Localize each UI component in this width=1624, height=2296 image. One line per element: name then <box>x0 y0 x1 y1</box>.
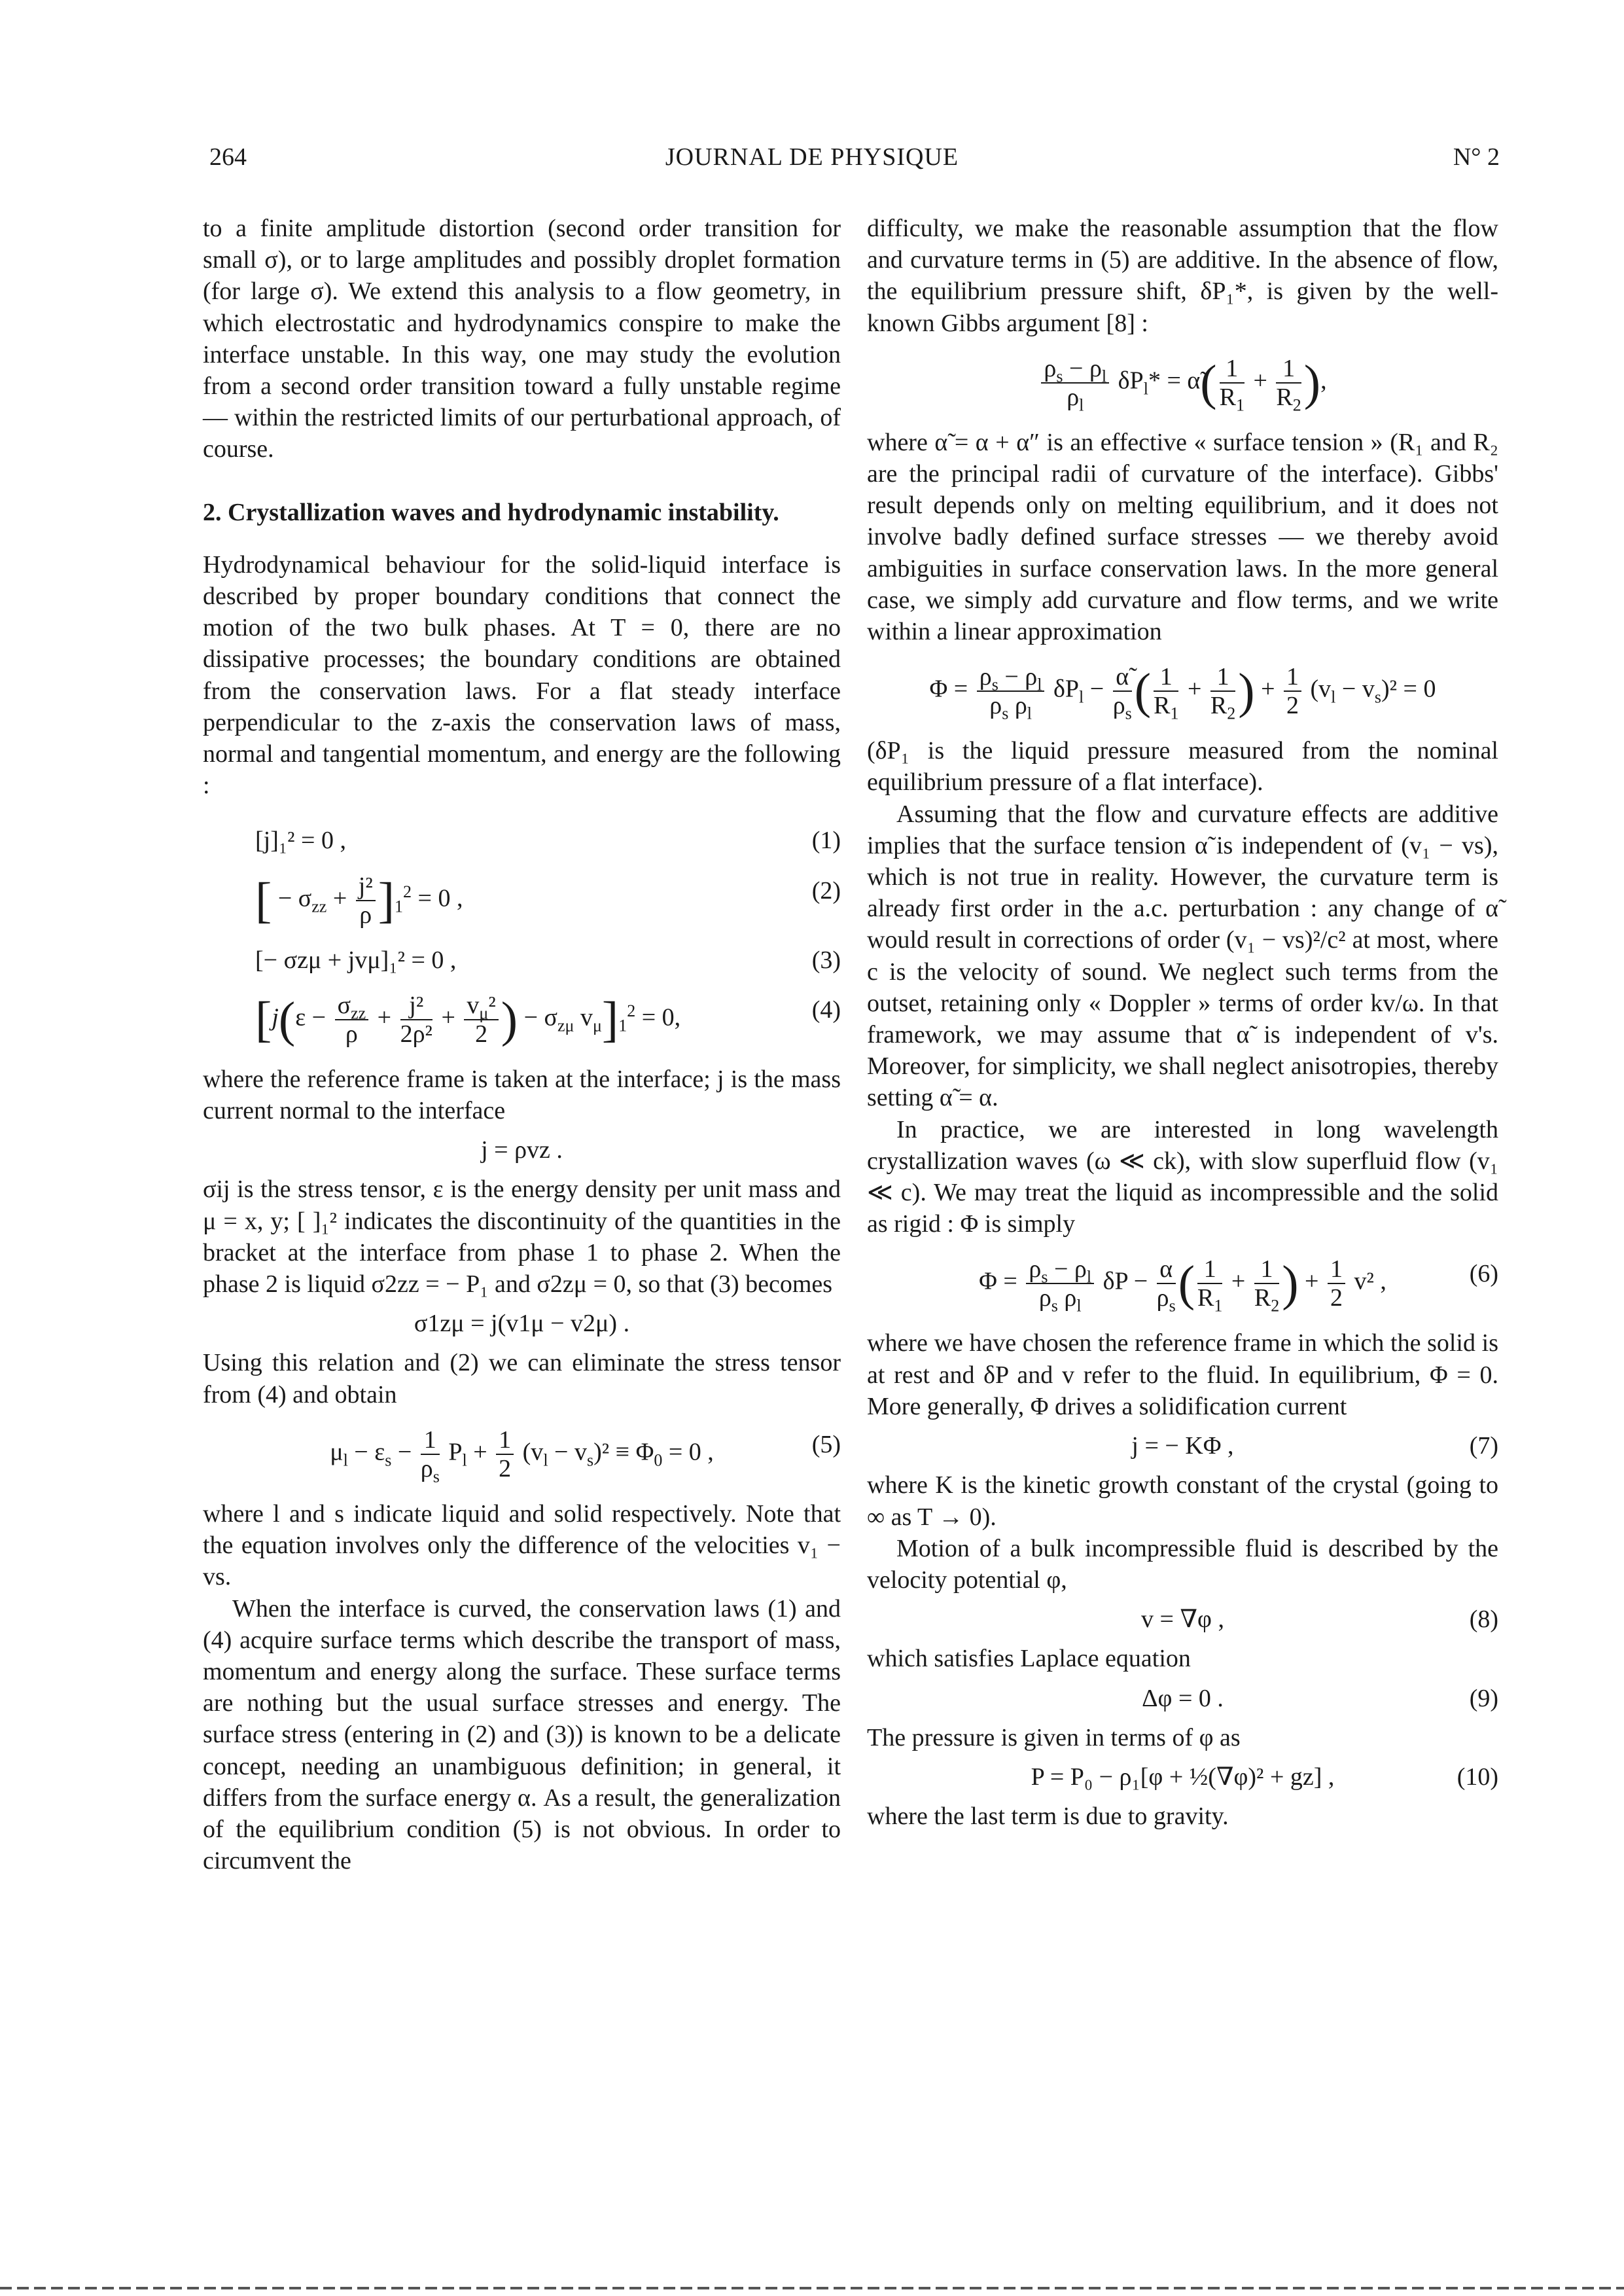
equation-6: Φ = $\frac{\rho_s - \rho_l}{\rho_s \rho_l}$ δP − $\frac{\alpha}{\rho_s}$ ( $\frac{1}{R_1}$ + $\frac{1}{R_2}$ ) + $\frac{1}{2}$ v² , (6) <box>979 1255 1498 1316</box>
footer-rule <box>0 2287 1624 2289</box>
equation-7-body: j = − KΦ , <box>1131 1432 1234 1460</box>
equation-8-number: (8) <box>1469 1605 1498 1634</box>
equation-7-number: (7) <box>1469 1432 1498 1460</box>
equation-4: [j(ε − $\frac{\sigma_{zz}}{\rho}$ + $\frac{\text{j²}}{\text{2ρ²}}$ + $\frac{v_\mu^2}{2}$ ) − $\sigma_{z\mu}$ $v_\mu]_1^2 = 0$, (4) <box>255 991 841 1048</box>
paragraph-reference-frame-2: where we have chosen the reference frame in which the solid is at rest and δP and v refer to the fluid. In equilibrium, Φ = 0. More generally, Φ drives a solidification current <box>867 1329 1498 1420</box>
paragraph-intro: to a finite amplitude distortion (second order transition for small σ), or to large amplitudes and possibly droplet formation (for large σ). We extend this analysis to a flow geometry, in which electrostatic and hydrodynamics conspire to make the interface unstable. In this way, one may study the evolution from a second order transition toward a fully unstable regime — within the restricted limits of our perturbational approach, of course. <box>203 215 841 463</box>
equation-5-number: (5) <box>811 1430 841 1458</box>
equation-sigma: σ1zμ = j(v1μ − v2μ) . <box>414 1310 630 1338</box>
paragraph-delta-p: (δP₁ is the liquid pressure measured from the nominal equilibrium pressure of a flat interface). <box>867 737 1498 797</box>
equation-1-body: [j]₁² = 0 , <box>255 827 346 855</box>
paragraph-pressure: The pressure is given in terms of φ as <box>867 1723 1241 1751</box>
paragraph-curved-interface: When the interface is curved, the conservation laws (1) and (4) acquire surface terms which describe the transport of mass, momentum and energy along the surface. These surface terms are nothing but the usual surface stresses and energy. The surface stress (entering in (2) and (3)) is known to be a delicate concept, needing an unambiguous definition; in general, it differs from the surface energy α. As a result, the generalization of the equilibrium condition (5) is not obvious. In order to circumvent the <box>203 1594 841 1875</box>
paragraph-assuming: Assuming that the flow and curvature effects are additive implies that the surface tension α̃ is independent of (v₁ − vs), which is not true in reality. However, the curvature term is already first order in the a.c. perturbation : any change of α̃ would result in corrections of order (v₁ − vs)²/c² at most, where c is the velocity of sound. We neglect such terms from the outset, retaining only « Doppler » terms of order kv/ω. In that framework, we may assume that α̃ is independent of v's. Moreover, for simplicity, we shall neglect anisotropies, thereby setting α̃ = α. <box>867 800 1498 1112</box>
equation-1-number: (1) <box>811 827 841 855</box>
equation-9 <box>867 1683 1498 1714</box>
equation-10 <box>867 1761 1498 1793</box>
equation-6-number: (6) <box>1469 1260 1498 1288</box>
paragraph-using-relation: Using this relation and (2) we can eliminate the stress tensor from (4) and obtain <box>203 1349 841 1408</box>
equation-10-body: P = P₀ − ρ₁[φ + ½(∇φ)² + gz] , <box>1031 1763 1335 1791</box>
equation-10-number: (10) <box>1456 1763 1498 1791</box>
paragraph-effective-surface-tension: where α̃ = α + α″ is an effective « surface tension » (R₁ and R₂ are the principal radii of curvature of the interface). Gibbs' result depends only on melting equilibrium, and it does not involve badly defined surface stresses — we thereby avoid ambiguities in surface conservation laws. In the more general case, we simply add curvature and flow terms, and we write within a linear approximation <box>867 428 1498 646</box>
paragraph-motion: Motion of a bulk incompressible fluid is described by the velocity potential φ, <box>867 1534 1498 1594</box>
equation-1 <box>203 825 841 856</box>
equation-2-number: (2) <box>811 876 841 905</box>
equation-j: j = ρvz . <box>481 1136 563 1164</box>
page-number: 264 <box>209 143 247 171</box>
equation-9-number: (9) <box>1469 1684 1498 1712</box>
paragraph-reference-frame: where the reference frame is taken at the interface; j is the mass current normal to the interface <box>203 1065 841 1125</box>
equation-phi-general: Φ = $\frac{\rho_s - \rho_l}{\rho_s \rho_l}$ $\delta P_l$ − $\frac{\alphã}{\rho_s}$ ( $\frac{1}{R_1}$ + $\frac{1}{R_2}$ ) + $\frac{1}{2}$ $(v_l - v_s)^2 = 0$ <box>929 663 1436 723</box>
paragraph-practice: In practice, we are interested in long wavelength crystallization waves (ω ≪ ck), with slow superfluid flow (v₁ ≪ c). We may treat the liquid as incompressible and the solid as rigid : Φ is simply <box>867 1115 1498 1238</box>
equation-3-body: [− σzμ + jvμ]₁² = 0 , <box>255 946 457 974</box>
paragraph-laplace: which satisfies Laplace equation <box>867 1645 1191 1673</box>
issue-number: N° 2 <box>1453 143 1500 171</box>
equation-9-body: Δφ = 0 . <box>1142 1684 1224 1712</box>
paragraph-hydrodynamics: Hydrodynamical behaviour for the solid-liquid interface is described by proper boundary conditions that connect the motion of the two bulk phases. At T = 0, there are no dissipative processes; the boundary conditions are obtained from the conservation laws. For a flat steady interface perpendicular to the z-axis the conservation laws of mass, normal and tangential momentum, and energy are the following : <box>203 550 841 800</box>
equation-3-number: (3) <box>811 946 841 974</box>
paragraph-liquid-solid: where l and s indicate liquid and solid respectively. Note that the equation involves only the difference of the velocities v₁ − vs. <box>203 1499 841 1591</box>
equation-4-number: (4) <box>811 996 841 1024</box>
running-header <box>0 143 1624 175</box>
section-heading: 2. Crystallization waves and hydrodynamic instability. <box>203 498 779 526</box>
paragraph-gravity: where the last term is due to gravity. <box>867 1803 1229 1831</box>
equation-2: [ − $\sigma_{zz}$ + $\frac{\text{j²}}{\rho}$ ]$_1^2 = 0$ , (2) <box>255 872 841 929</box>
left-column <box>203 213 841 1876</box>
equation-8-body: v = ∇φ , <box>1141 1605 1224 1634</box>
right-column <box>867 213 1498 1832</box>
equation-7 <box>867 1430 1498 1462</box>
equation-gibbs: $\frac{\rho_s - \rho_l}{\rho_l}$ $\delta P_l*$ = α̃( $\frac{1}{R_1}$ + $\frac{1}{R_2}$ ), <box>867 355 1498 411</box>
paragraph-stress-tensor: σij is the stress tensor, ε is the energy density per unit mass and μ = x, y; [ ]₁² indicates the discontinuity of the quantities in the bracket at the interface from phase 1 to phase 2. When the phase 2 is liquid σ2zz = − P₁ and σ2zμ = 0, so that (3) becomes <box>203 1175 841 1299</box>
equation-5: $\mu_l - \varepsilon_s$ − $\frac{1}{\rho_s}$ $P_l$ + $\frac{1}{2}$ $(v_l - v_s)^2 \equiv \Phi_0 = 0$ , (5) <box>330 1426 841 1486</box>
equation-3 <box>203 944 841 976</box>
journal-title: JOURNAL DE PHYSIQUE <box>665 143 959 171</box>
paragraph-kinetic-constant: where K is the kinetic growth constant of the crystal (going to ∞ as T → 0). <box>867 1471 1498 1531</box>
equation-8 <box>867 1604 1498 1635</box>
paragraph-difficulty: difficulty, we make the reasonable assumption that the flow and curvature terms in (5) are additive. In the absence of flow, the equilibrium pressure shift, δP₁*, is given by the well-known Gibbs argument [8] : <box>867 215 1498 337</box>
